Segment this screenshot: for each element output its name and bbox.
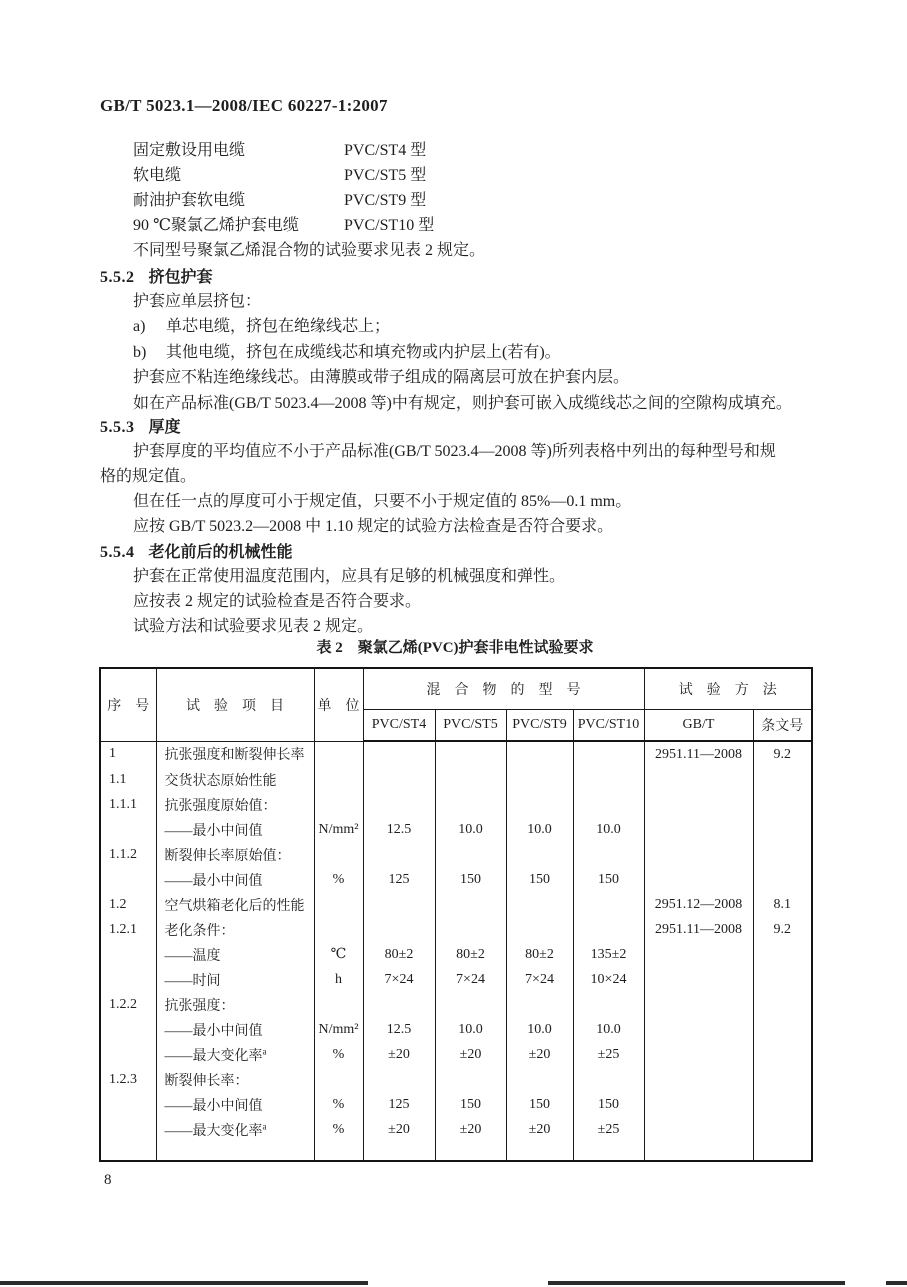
cell-item: ——最大变化率$^a$	[156, 1117, 314, 1142]
paragraph: 试验方法和试验要求见表 2 规定。	[133, 618, 374, 635]
cell-st4: 7×24	[363, 967, 435, 992]
column-header-st4: PVC/ST4	[363, 710, 435, 742]
cell-no	[100, 1042, 156, 1067]
table-row	[100, 792, 812, 817]
list-item	[133, 213, 693, 238]
cell-st9	[506, 892, 573, 917]
cable-type-value: PVC/ST9 型	[344, 192, 427, 209]
cell-st9: 10.0	[506, 1017, 573, 1042]
cell-st10	[573, 842, 644, 867]
cell-st5	[435, 792, 506, 817]
paragraph: 护套应不粘连绝缘线芯。由薄膜或带子组成的隔离层可放在护套内层。	[133, 369, 630, 386]
cell-item: 断裂伸长率：	[156, 1067, 314, 1092]
cell-item: 空气烘箱老化后的性能	[156, 892, 314, 917]
cell-st9: ±20	[506, 1042, 573, 1067]
cell-no: 1.1.2	[100, 842, 156, 867]
section-heading-554	[100, 539, 293, 562]
cell-st4: 80±2	[363, 942, 435, 967]
cell-st5	[435, 917, 506, 942]
cell-st4	[363, 992, 435, 1017]
cell-unit: %	[314, 1042, 363, 1067]
footnote-marker: a	[262, 1045, 267, 1056]
section-title: 挤包护套	[148, 269, 213, 286]
cable-type-value: PVC/ST5 型	[344, 167, 427, 184]
cell-gbt	[644, 817, 753, 842]
cell-gbt	[644, 1117, 753, 1142]
paragraph: 护套在正常使用温度范围内，应具有足够的机械强度和弹性。	[133, 568, 566, 585]
test-requirements-table	[99, 667, 813, 1162]
cell-st4	[363, 842, 435, 867]
cell-st9: 80±2	[506, 942, 573, 967]
cell-no	[100, 867, 156, 892]
list-item-b	[133, 340, 561, 365]
cell-item: ——时间	[156, 967, 314, 992]
cell-st5: 150	[435, 1092, 506, 1117]
column-header-gbt: GB/T	[644, 710, 753, 742]
cell-st5: 10.0	[435, 817, 506, 842]
cell-st10: 10.0	[573, 817, 644, 842]
column-header-no: 序 号	[100, 668, 156, 741]
cell-clause	[753, 817, 812, 842]
cell-empty	[314, 1142, 363, 1161]
list-text: 其他电缆，挤包在成缆线芯和填充物或内护层上(若有)。	[166, 344, 561, 361]
cable-type-value: PVC/ST4 型	[344, 142, 427, 159]
section-number: 5.5.2	[100, 269, 135, 286]
group-header-mixture-type: 混 合 物 的 型 号	[363, 668, 644, 710]
cell-clause: 8.1	[753, 892, 812, 917]
cell-st9	[506, 992, 573, 1017]
section-heading-552	[100, 264, 213, 287]
cell-no: 1.1.1	[100, 792, 156, 817]
list-item-a	[133, 314, 390, 339]
cell-st4: ±20	[363, 1117, 435, 1142]
list-marker: b)	[133, 344, 147, 361]
cell-item: 老化条件：	[156, 917, 314, 942]
cell-st10	[573, 792, 644, 817]
paragraph: 格的规定值。	[100, 468, 197, 485]
table-row	[100, 942, 812, 967]
cell-st5: 150	[435, 867, 506, 892]
cell-st5: 7×24	[435, 967, 506, 992]
table-row	[100, 867, 812, 892]
cell-unit	[314, 842, 363, 867]
table-row	[100, 1042, 812, 1067]
cell-item: ——最大变化率$^a$	[156, 1042, 314, 1067]
table-head	[100, 668, 812, 741]
cell-item: 抗张强度和断裂伸长率	[156, 741, 314, 767]
cell-st4	[363, 892, 435, 917]
table-header-row-groups	[100, 668, 812, 710]
paragraph: 不同型号聚氯乙烯混合物的试验要求见表 2 规定。	[133, 242, 486, 259]
cell-unit: ℃	[314, 942, 363, 967]
cell-no	[100, 817, 156, 842]
column-header-item: 试 验 项 目	[156, 668, 314, 741]
cell-st5: 10.0	[435, 1017, 506, 1042]
cell-st4: 125	[363, 867, 435, 892]
cell-no: 1.2.1	[100, 917, 156, 942]
cell-no	[100, 1017, 156, 1042]
table-caption: 表 2 聚氯乙烯(PVC)护套非电性试验要求	[316, 640, 594, 656]
table-row	[100, 917, 812, 942]
column-header-st5: PVC/ST5	[435, 710, 506, 742]
section-heading-553	[100, 414, 181, 437]
table-row	[100, 1117, 812, 1142]
cell-gbt	[644, 867, 753, 892]
cell-no	[100, 942, 156, 967]
cell-empty	[506, 1142, 573, 1161]
cell-st4: 12.5	[363, 817, 435, 842]
cell-unit: %	[314, 1092, 363, 1117]
cell-clause	[753, 792, 812, 817]
cell-st4	[363, 792, 435, 817]
paragraph: 如在产品标准(GB/T 5023.4—2008 等)中有规定，则护套可嵌入成缆线芯之间的空隙构成填充。	[133, 395, 792, 412]
cell-no	[100, 1117, 156, 1142]
cell-gbt	[644, 842, 753, 867]
cell-unit	[314, 741, 363, 767]
cell-unit	[314, 992, 363, 1017]
cell-clause	[753, 867, 812, 892]
cell-gbt	[644, 1067, 753, 1092]
group-header-test-method: 试 验 方 法	[644, 668, 812, 710]
cell-gbt	[644, 792, 753, 817]
cell-unit	[314, 917, 363, 942]
cell-gbt	[644, 992, 753, 1017]
list-item	[133, 138, 693, 163]
cell-st5	[435, 767, 506, 792]
scan-artifact-bar	[886, 1281, 907, 1285]
test-requirements-table-wrap	[99, 667, 813, 1162]
column-header-unit: 单 位	[314, 668, 363, 741]
table-row	[100, 1092, 812, 1117]
footnote-marker: a	[262, 1120, 267, 1131]
cable-type-label: 耐油护套软电缆	[133, 192, 246, 209]
cell-gbt: 2951.12—2008	[644, 892, 753, 917]
cell-st9	[506, 917, 573, 942]
cell-clause	[753, 992, 812, 1017]
cell-empty	[100, 1142, 156, 1161]
cell-gbt	[644, 1092, 753, 1117]
paragraph: 但在任一点的厚度可小于规定值，只要不小于规定值的 85%—0.1 mm。	[133, 493, 632, 510]
cell-unit	[314, 1067, 363, 1092]
cell-empty	[156, 1142, 314, 1161]
cell-st4	[363, 767, 435, 792]
table-filler-row	[100, 1142, 812, 1161]
column-header-clause: 条文号	[753, 710, 812, 742]
cell-item: 抗张强度：	[156, 992, 314, 1017]
cell-st5: ±20	[435, 1042, 506, 1067]
section-number: 5.5.3	[100, 419, 135, 436]
table-row	[100, 967, 812, 992]
cell-item: ——最小中间值	[156, 1017, 314, 1042]
cell-unit: h	[314, 967, 363, 992]
cell-unit: N/mm²	[314, 1017, 363, 1042]
cell-st10: 10.0	[573, 1017, 644, 1042]
cell-st9	[506, 792, 573, 817]
cell-gbt	[644, 1017, 753, 1042]
cell-st10: ±25	[573, 1042, 644, 1067]
cell-clause	[753, 967, 812, 992]
cell-no	[100, 967, 156, 992]
section-number: 5.5.4	[100, 544, 135, 561]
cell-st10	[573, 917, 644, 942]
cell-st10: 150	[573, 867, 644, 892]
cell-empty	[435, 1142, 506, 1161]
cell-st5: ±20	[435, 1117, 506, 1142]
cell-item: 断裂伸长率原始值：	[156, 842, 314, 867]
cell-unit	[314, 767, 363, 792]
paragraph: 应按表 2 规定的试验检查是否符合要求。	[133, 593, 422, 610]
cell-gbt: 2951.11—2008	[644, 741, 753, 767]
cell-empty	[753, 1142, 812, 1161]
table-row	[100, 1017, 812, 1042]
cell-gbt	[644, 767, 753, 792]
table-row	[100, 842, 812, 867]
section-title: 厚度	[148, 419, 181, 436]
cell-st9	[506, 842, 573, 867]
cell-st10	[573, 892, 644, 917]
cell-gbt	[644, 1042, 753, 1067]
paragraph: 护套厚度的平均值应不小于产品标准(GB/T 5023.4—2008 等)所列表格中列出的每种型号和规	[133, 443, 776, 460]
cell-item: 交货状态原始性能	[156, 767, 314, 792]
cell-clause	[753, 1017, 812, 1042]
cell-no: 1.2	[100, 892, 156, 917]
cell-clause	[753, 1117, 812, 1142]
cell-clause: 9.2	[753, 917, 812, 942]
cell-st4	[363, 1067, 435, 1092]
cell-gbt: 2951.11—2008	[644, 917, 753, 942]
cell-st9: ±20	[506, 1117, 573, 1142]
cell-empty	[363, 1142, 435, 1161]
cell-item: ——温度	[156, 942, 314, 967]
scan-artifact-bar	[548, 1281, 845, 1285]
cell-st4	[363, 917, 435, 942]
cell-no: 1.1	[100, 767, 156, 792]
cell-clause	[753, 767, 812, 792]
table-row	[100, 892, 812, 917]
cell-no: 1	[100, 741, 156, 767]
cell-st9	[506, 767, 573, 792]
cell-clause	[753, 842, 812, 867]
cell-unit: %	[314, 1117, 363, 1142]
cell-no	[100, 1092, 156, 1117]
cell-st9	[506, 1067, 573, 1092]
column-header-st10: PVC/ST10	[573, 710, 644, 742]
table-body	[100, 741, 812, 1161]
cell-item: ——最小中间值	[156, 817, 314, 842]
standard-number-header: GB/T 5023.1—2008/IEC 60227-1:2007	[100, 96, 388, 115]
cell-st5	[435, 992, 506, 1017]
cell-st9: 150	[506, 867, 573, 892]
cell-st10: 10×24	[573, 967, 644, 992]
cell-st4: 12.5	[363, 1017, 435, 1042]
table-row	[100, 1067, 812, 1092]
cell-unit	[314, 892, 363, 917]
list-text: 单芯电缆，挤包在绝缘线芯上；	[166, 318, 391, 335]
cell-clause: 9.2	[753, 741, 812, 767]
cell-st10	[573, 767, 644, 792]
cable-type-list	[133, 138, 693, 238]
cell-st10	[573, 1067, 644, 1092]
cell-empty	[644, 1142, 753, 1161]
cell-st5	[435, 741, 506, 767]
cell-st10: 150	[573, 1092, 644, 1117]
cell-unit: %	[314, 867, 363, 892]
cell-st4: ±20	[363, 1042, 435, 1067]
column-header-st9: PVC/ST9	[506, 710, 573, 742]
cell-clause	[753, 942, 812, 967]
cell-empty	[573, 1142, 644, 1161]
paragraph: 应按 GB/T 5023.2—2008 中 1.10 规定的试验方法检查是否符合要求。	[133, 518, 614, 535]
cell-st5	[435, 1067, 506, 1092]
cable-type-value: PVC/ST10 型	[344, 217, 435, 234]
cell-st9: 7×24	[506, 967, 573, 992]
cell-st4: 125	[363, 1092, 435, 1117]
list-marker: a)	[133, 318, 146, 335]
cell-clause	[753, 1092, 812, 1117]
list-item	[133, 163, 693, 188]
cell-st5	[435, 892, 506, 917]
scan-artifact-bar	[0, 1281, 368, 1285]
paragraph: 护套应单层挤包：	[133, 293, 262, 310]
cell-item: 抗张强度原始值：	[156, 792, 314, 817]
cell-item: ——最小中间值	[156, 867, 314, 892]
cell-clause	[753, 1067, 812, 1092]
cell-no: 1.2.3	[100, 1067, 156, 1092]
cell-st10: ±25	[573, 1117, 644, 1142]
page-number: 8	[104, 1172, 112, 1188]
cell-st10	[573, 741, 644, 767]
cable-type-label: 90 ℃聚氯乙烯护套电缆	[133, 217, 299, 234]
cell-unit: N/mm²	[314, 817, 363, 842]
cell-st4	[363, 741, 435, 767]
cell-st10	[573, 992, 644, 1017]
list-item	[133, 188, 693, 213]
cell-gbt	[644, 942, 753, 967]
cable-type-label: 软电缆	[133, 167, 182, 184]
cell-st9: 150	[506, 1092, 573, 1117]
cell-st5	[435, 842, 506, 867]
cell-gbt	[644, 967, 753, 992]
cell-unit	[314, 792, 363, 817]
cell-st9: 10.0	[506, 817, 573, 842]
table-row	[100, 767, 812, 792]
cell-st9	[506, 741, 573, 767]
cell-item: ——最小中间值	[156, 1092, 314, 1117]
table-row	[100, 817, 812, 842]
cell-st5: 80±2	[435, 942, 506, 967]
section-title: 老化前后的机械性能	[148, 544, 293, 561]
cell-st10: 135±2	[573, 942, 644, 967]
table-row	[100, 741, 812, 767]
cell-no: 1.2.2	[100, 992, 156, 1017]
table-row	[100, 992, 812, 1017]
cell-clause	[753, 1042, 812, 1067]
cable-type-label: 固定敷设用电缆	[133, 142, 246, 159]
